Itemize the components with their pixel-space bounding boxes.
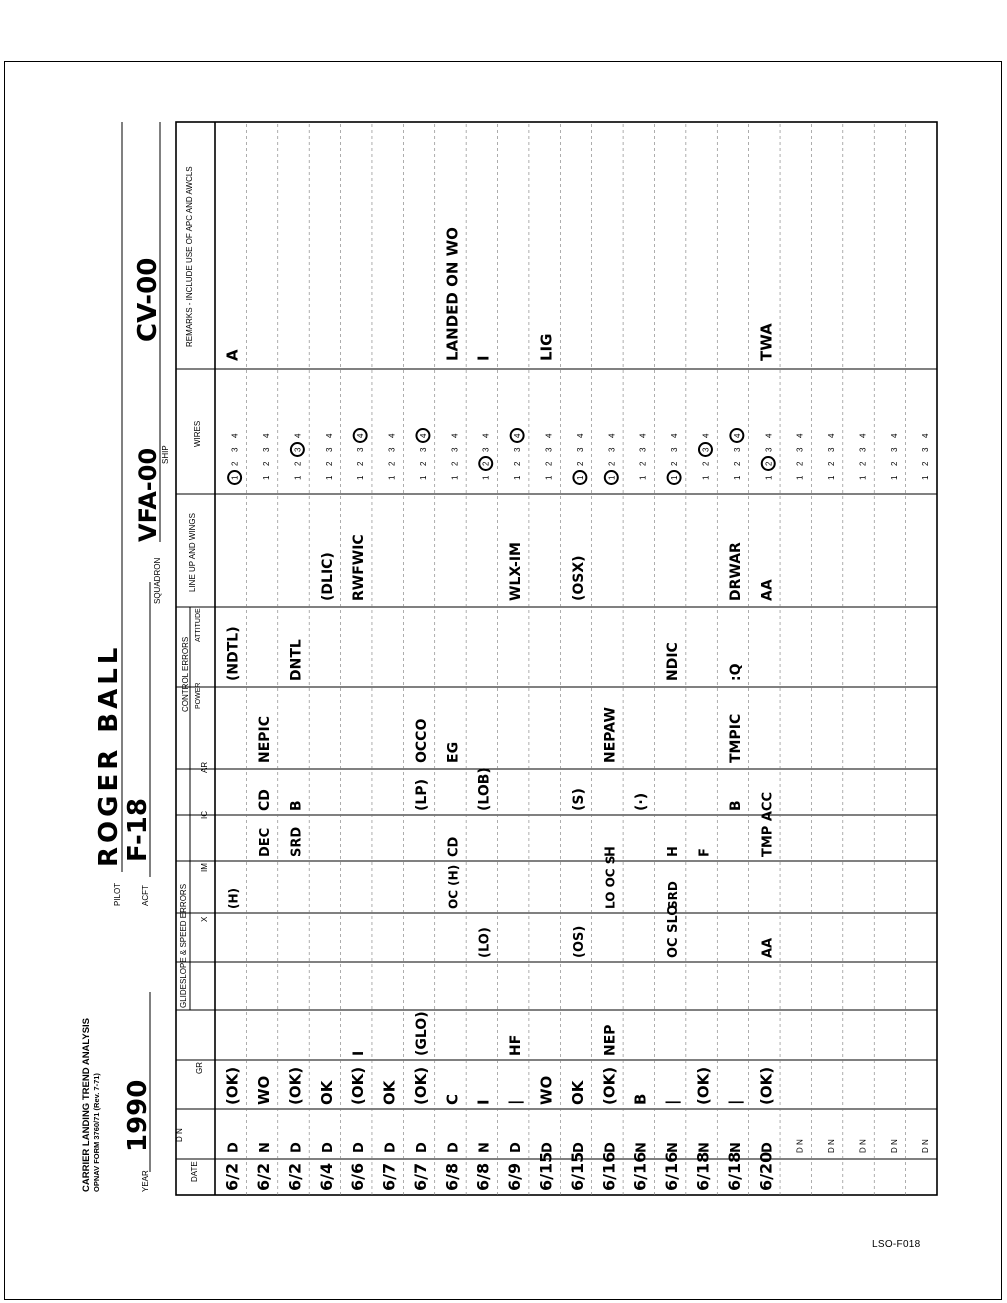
acft-label: ACFT (141, 885, 150, 906)
wire-number: 3 (638, 447, 648, 452)
wire-number: 3 (670, 447, 680, 452)
wire-number: 2 (575, 461, 585, 466)
cell-gr: (OK) (223, 1066, 242, 1105)
cell-dn: D N (858, 1139, 868, 1153)
table-row (890, 433, 899, 1153)
header-ic: IC (200, 811, 209, 819)
wire-number: 4 (481, 433, 491, 438)
ship-value: CV-00 (133, 257, 163, 342)
wire-number: 3 (324, 447, 334, 452)
form-number: OPNAV FORM 3760/71 (Rev. 7-71) (92, 1073, 101, 1192)
wire-number: 4 (889, 433, 899, 438)
cell-gr: (OK) (757, 1066, 776, 1105)
cell-power: NEPIC (256, 715, 273, 763)
squadron-label: SQUADRON (153, 557, 162, 604)
cell-date: 6/16 (630, 1151, 650, 1191)
cell-w: (GLO) (413, 1011, 430, 1056)
cell-im: LO OC S (603, 855, 618, 909)
wire-number: 2 (732, 461, 742, 466)
table-row (796, 433, 805, 1153)
wire-number: 4 (921, 433, 931, 438)
cell-attitude: NDIC (665, 642, 682, 681)
wire-number: 3 (827, 447, 837, 452)
cell-ic: H (603, 846, 619, 857)
cell-lineup: (DLIC) (319, 552, 336, 601)
wire-number: 2 (921, 461, 931, 466)
cell-gr: | (506, 1099, 525, 1105)
cell-date: 6/7 (379, 1162, 399, 1191)
cell-gr: (OK) (286, 1066, 305, 1105)
header-power: POWER (195, 682, 202, 709)
wire-number: 3 (356, 447, 366, 452)
cell-power: OCCO (413, 718, 430, 763)
cell-dn: N (257, 1142, 273, 1153)
table-row (537, 334, 556, 1191)
cell-dn: N (634, 1142, 650, 1153)
cell-x: (OS) (571, 925, 587, 958)
wire-number: 4 (732, 433, 742, 438)
wire-number: 2 (356, 461, 366, 466)
header-ar: AR (200, 761, 209, 773)
cell-ar: (LP) (413, 779, 430, 811)
wire-number: 4 (356, 433, 366, 438)
cell-im: OC (H) (446, 864, 461, 909)
cell-ic: H (666, 846, 682, 857)
cell-dn: N (477, 1142, 493, 1153)
wire-number: 1 (230, 475, 240, 480)
table-row (223, 349, 242, 1191)
cell-dn: D (414, 1142, 430, 1153)
wire-number: 1 (513, 475, 523, 480)
wire-number: 1 (638, 475, 648, 480)
wire-number: 4 (795, 433, 805, 438)
cell-gr: (OK) (600, 1066, 619, 1105)
cell-ar: (·) (633, 792, 650, 811)
cell-date: 6/7 (410, 1162, 430, 1191)
wire-number: 1 (858, 475, 868, 480)
table-row (474, 355, 493, 1191)
table-cells (223, 227, 931, 1191)
cell-date: 6/8 (442, 1162, 462, 1191)
wire-number: 2 (764, 461, 774, 466)
cell-remarks: A (223, 349, 242, 361)
cell-ar: B (288, 800, 305, 811)
header-lineup: LINE UP AND WINGS (188, 513, 197, 592)
cell-date: 6/15 (567, 1151, 587, 1191)
wire-number: 1 (387, 475, 397, 480)
header-dn: D N (175, 1128, 184, 1142)
wire-number: 2 (387, 461, 397, 466)
cell-date: 6/2 (285, 1162, 305, 1191)
header-x: X (200, 916, 209, 922)
cell-gr: B (631, 1093, 650, 1105)
wire-number: 2 (324, 461, 334, 466)
cell-gr: OK (317, 1080, 336, 1105)
cell-dn: N (697, 1142, 713, 1153)
cell-dn: D N (889, 1139, 899, 1153)
table-row (505, 429, 525, 1191)
wire-number: 4 (670, 433, 680, 438)
table-row (411, 429, 430, 1191)
cell-date: 6/16 (662, 1151, 682, 1191)
wire-number: 1 (607, 475, 617, 480)
cell-date: 6/2 (222, 1162, 242, 1191)
cell-date: 6/2 (253, 1162, 273, 1191)
table-row (921, 433, 930, 1153)
cell-gr: (OK) (694, 1066, 713, 1105)
cell-date: 6/6 (348, 1162, 368, 1191)
header-attitude: ATTITUDE (195, 608, 202, 642)
table-row (254, 433, 273, 1191)
ship-label: SHIP (161, 445, 170, 464)
cell-power: TMPIC (727, 713, 744, 763)
cell-power: NEPAW (602, 707, 619, 763)
table-headers (81, 122, 209, 1192)
cell-dn: D N (921, 1139, 931, 1153)
wire-number: 1 (544, 475, 554, 480)
header-im: IM (200, 863, 209, 872)
cell-dn: D (509, 1142, 525, 1153)
form-id: LSO-F018 (872, 1239, 921, 1250)
wire-number: 4 (418, 433, 428, 438)
cell-lineup: (OSX) (570, 555, 587, 601)
wire-number: 3 (230, 447, 240, 452)
wire-number: 1 (293, 475, 303, 480)
cell-date: 6/4 (316, 1162, 336, 1191)
cell-dn: D (289, 1142, 305, 1153)
cell-attitude: (NDTL) (225, 626, 242, 681)
wire-number: 1 (450, 475, 460, 480)
wire-number: 4 (261, 433, 271, 438)
wire-number: 1 (795, 475, 805, 480)
cell-date: 6/15 (536, 1151, 556, 1191)
wire-number: 2 (544, 461, 554, 466)
cell-w: I (351, 1050, 368, 1056)
wire-number: 4 (230, 433, 240, 438)
wire-number: 2 (889, 461, 899, 466)
wire-number: 3 (575, 447, 585, 452)
wire-number: 1 (575, 475, 585, 480)
cell-lineup: RWFWIC (351, 534, 368, 601)
wire-number: 3 (261, 447, 271, 452)
wire-number: 2 (701, 461, 711, 466)
table-row (442, 227, 461, 1191)
wire-number: 3 (450, 447, 460, 452)
wire-number: 2 (670, 461, 680, 466)
wire-number: 2 (293, 461, 303, 466)
cell-date: 6/18 (693, 1151, 713, 1191)
wire-number: 4 (764, 433, 774, 438)
cell-gr: I (474, 1099, 493, 1105)
cell-gr: OK (380, 1080, 399, 1105)
cell-dn: N (666, 1142, 682, 1153)
pilot-label: PILOT (113, 882, 122, 906)
cell-w: NEP (602, 1024, 619, 1056)
wire-number: 2 (638, 461, 648, 466)
wire-number: 3 (732, 447, 742, 452)
table-row (631, 433, 650, 1191)
cell-gr: WO (254, 1075, 273, 1105)
wire-number: 3 (418, 447, 428, 452)
cell-attitude: DNTL (288, 639, 305, 681)
table-row (317, 433, 336, 1191)
wire-number: 1 (701, 475, 711, 480)
wire-number: 3 (764, 447, 774, 452)
cell-remarks: I (474, 355, 493, 361)
wire-number: 2 (795, 461, 805, 466)
cell-ic: CD (446, 836, 462, 857)
cell-ar: (LOB) (476, 767, 493, 811)
cell-date: 6/18 (724, 1151, 744, 1191)
wire-number: 3 (701, 447, 711, 452)
header-control: CONTROL ERRORS (181, 636, 190, 712)
cell-x: AA (760, 937, 776, 958)
wire-number: 1 (827, 475, 837, 480)
wire-number: 4 (858, 433, 868, 438)
wire-number: 3 (513, 447, 523, 452)
wire-number: 1 (921, 475, 931, 480)
table-row (285, 433, 304, 1191)
cell-dn: D (571, 1142, 587, 1153)
header-date: DATE (190, 1161, 199, 1182)
cell-ic: DEC (257, 827, 273, 857)
wire-number: 1 (732, 475, 742, 480)
cell-dn: D (352, 1142, 368, 1153)
wire-number: 2 (230, 461, 240, 466)
cell-dn: D (383, 1142, 399, 1153)
wire-number: 4 (387, 433, 397, 438)
cell-im: (H) (226, 887, 241, 909)
wire-number: 4 (575, 433, 585, 438)
wire-number: 2 (261, 461, 271, 466)
cell-dn: D (540, 1142, 556, 1153)
wire-number: 4 (701, 433, 711, 438)
wire-number: 4 (324, 433, 334, 438)
table-row (599, 433, 618, 1191)
wire-number: 3 (607, 447, 617, 452)
cell-power: EG (445, 741, 462, 763)
cell-dn: D (603, 1142, 619, 1153)
cell-dn: D (760, 1142, 776, 1153)
cell-gr: (OK) (411, 1066, 430, 1105)
cell-gr: (OK) (349, 1066, 368, 1105)
header-remarks: REMARKS - INCLUDE USE OF APC AND AWCLS (185, 166, 194, 347)
cell-ar: B (727, 800, 744, 811)
cell-x: OC SLO (666, 904, 682, 958)
wire-number: 3 (544, 447, 554, 452)
table-row (858, 433, 867, 1153)
cell-w: HF (508, 1034, 525, 1056)
cell-ic: TMP ACC (760, 792, 776, 857)
cell-ar: (S) (570, 788, 587, 811)
table-row (568, 433, 587, 1191)
wire-number: 4 (513, 433, 523, 438)
year-value: 1990 (123, 1079, 153, 1152)
wire-number: 1 (324, 475, 334, 480)
wire-number: 1 (889, 475, 899, 480)
wire-number: 1 (481, 475, 491, 480)
cell-ic: F (697, 848, 713, 857)
cell-im: SRD (666, 881, 681, 909)
wire-number: 4 (827, 433, 837, 438)
cell-remarks: TWA (757, 323, 776, 361)
rotated-form (81, 122, 937, 1195)
wire-number: 4 (638, 433, 648, 438)
cell-gr: C (443, 1093, 462, 1105)
cell-remarks: LANDED ON WO (443, 227, 462, 361)
year-label: YEAR (141, 1170, 150, 1192)
wire-number: 3 (921, 447, 931, 452)
acft-value: F-18 (123, 798, 153, 862)
form-title: CARRIER LANDING TREND ANALYSIS (81, 1017, 92, 1192)
cell-dn: D (320, 1142, 336, 1153)
wire-number: 1 (356, 475, 366, 480)
cell-gr: | (663, 1099, 682, 1105)
cell-dn: D N (827, 1139, 837, 1153)
cell-date: 6/20 (756, 1151, 776, 1191)
wire-number: 1 (670, 475, 680, 480)
wire-number: 3 (795, 447, 805, 452)
cell-date: 6/8 (473, 1162, 493, 1191)
wire-number: 2 (450, 461, 460, 466)
table-row (756, 323, 775, 1191)
cell-dn: N (728, 1142, 744, 1153)
cell-x: (LO) (477, 927, 493, 958)
cell-gr: WO (537, 1075, 556, 1105)
table-row (725, 429, 745, 1191)
cell-dn: D (226, 1142, 242, 1153)
cell-lineup: AA (759, 579, 776, 601)
wire-number: 2 (513, 461, 523, 466)
wire-number: 1 (418, 475, 428, 480)
header-wires: WIRES (193, 420, 202, 447)
wire-number: 3 (387, 447, 397, 452)
wire-number: 3 (481, 447, 491, 452)
wire-number: 4 (450, 433, 460, 438)
wire-number: 2 (481, 461, 491, 466)
header-glideslope: GLIDESLOPE & SPEED ERRORS (179, 883, 188, 1008)
cell-remarks: LIG (537, 333, 556, 361)
cell-dn: D (446, 1142, 462, 1153)
cell-gr: OK (568, 1080, 587, 1105)
table-row (662, 433, 682, 1191)
table-row (348, 429, 367, 1191)
cell-lineup: WLX-IM (508, 542, 525, 601)
pilot-value: ROGER BALL (94, 643, 124, 867)
cell-gr: | (725, 1099, 744, 1105)
wire-number: 3 (293, 447, 303, 452)
cell-date: 6/16 (599, 1151, 619, 1191)
cell-ar: CD (256, 789, 273, 811)
wire-number: 1 (764, 475, 774, 480)
header-gr: GR (195, 1062, 204, 1074)
cell-date: 6/9 (505, 1162, 525, 1191)
wire-number: 2 (418, 461, 428, 466)
squadron-value: VFA-00 (134, 447, 162, 542)
cell-ic: SRD (289, 826, 305, 857)
wire-number: 3 (858, 447, 868, 452)
cell-lineup: DRWAR (727, 542, 744, 601)
wire-number: 2 (858, 461, 868, 466)
wire-number: 4 (544, 433, 554, 438)
wire-number: 2 (607, 461, 617, 466)
wire-number: 2 (827, 461, 837, 466)
table-row (827, 433, 836, 1153)
wire-number: 1 (261, 475, 271, 480)
table-row (693, 433, 712, 1191)
wire-number: 3 (889, 447, 899, 452)
table-row (380, 433, 399, 1191)
wire-number: 4 (607, 433, 617, 438)
cell-attitude: :Q (727, 663, 744, 681)
wire-number: 4 (293, 433, 303, 438)
cell-dn: D N (795, 1139, 805, 1153)
